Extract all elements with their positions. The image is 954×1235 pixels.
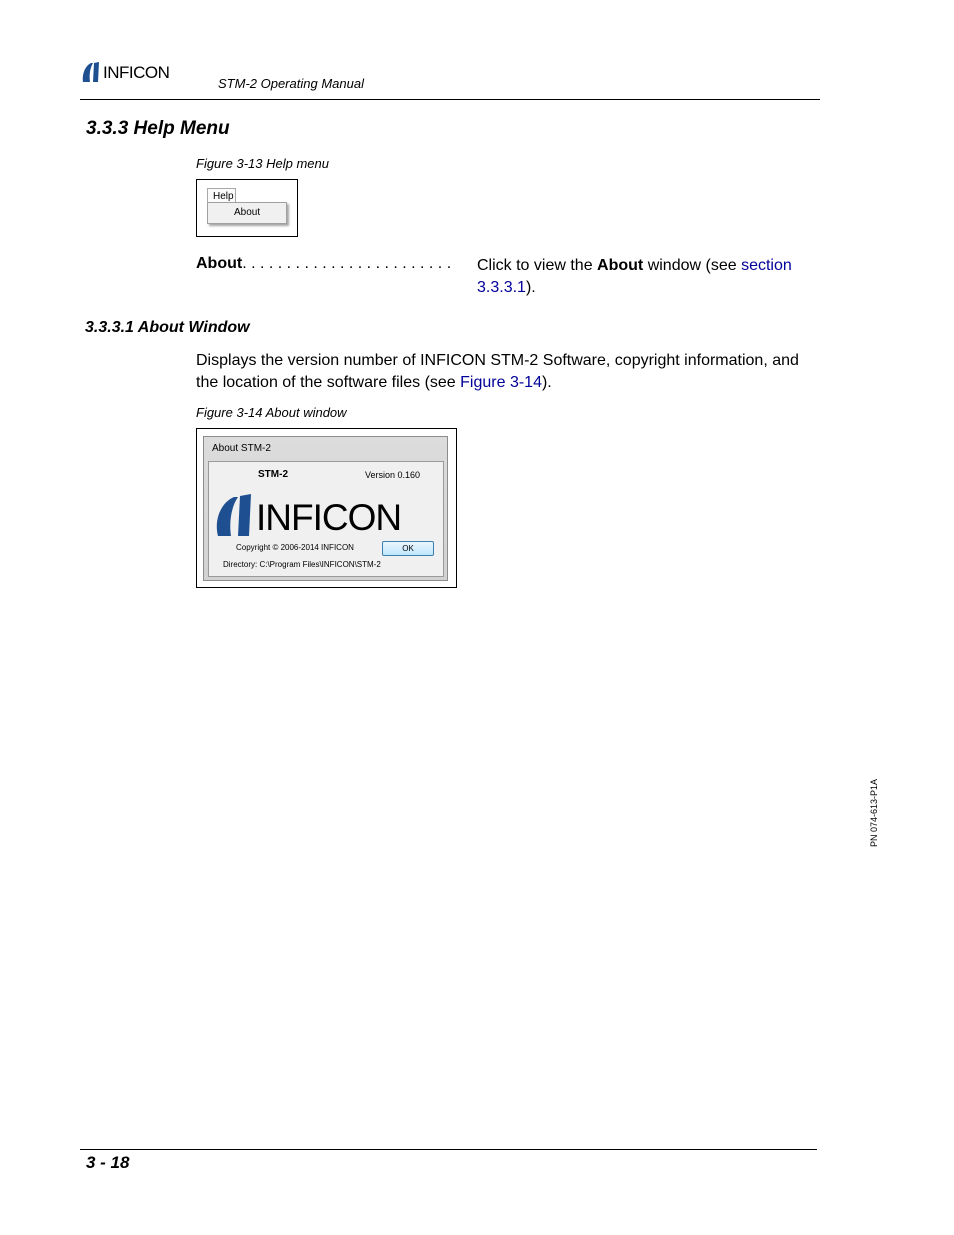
para-text: ). bbox=[541, 374, 552, 391]
term-label: About bbox=[196, 255, 243, 272]
subsection-heading: 3.3.3.1 About Window bbox=[85, 319, 250, 336]
definition-term bbox=[196, 255, 451, 273]
desc-text: Click to view the bbox=[477, 257, 598, 274]
definition-description bbox=[477, 255, 817, 299]
term-leader: . . . . . . . . . . . . . . . . . . . . . . . . bbox=[242, 255, 452, 272]
part-number: PN 074-613-P1A bbox=[869, 778, 879, 848]
version-label: Version 0.160 bbox=[365, 470, 421, 480]
logo-text: INFICON bbox=[256, 497, 402, 538]
section-link[interactable]: section 3.3.3.1 bbox=[477, 257, 792, 296]
help-dropdown bbox=[207, 202, 287, 224]
product-name: STM-2 bbox=[258, 469, 288, 480]
para-text: Displays the version number of INFICON STM-2 Software, copyright information, and the location of the software files (see bbox=[196, 352, 799, 391]
ok-button[interactable]: OK bbox=[382, 541, 434, 556]
figure-link[interactable]: Figure 3-14 bbox=[460, 374, 542, 391]
about-paragraph bbox=[196, 350, 820, 394]
page-number: 3 - 18 bbox=[86, 1153, 130, 1172]
desc-text: ). bbox=[525, 279, 536, 296]
inficon-logo bbox=[82, 60, 197, 84]
inficon-large-logo bbox=[214, 489, 439, 539]
logo-text: INFICON bbox=[103, 63, 170, 82]
menu-item-about[interactable]: About bbox=[234, 207, 261, 218]
section-heading: 3.3.3 Help Menu bbox=[86, 118, 230, 139]
figure-caption: Figure 3-13 Help menu bbox=[196, 156, 329, 171]
inficon-logo-mark bbox=[217, 497, 238, 536]
desc-text: window (see bbox=[643, 257, 742, 274]
help-menu-figure bbox=[196, 179, 298, 237]
dialog-content bbox=[208, 461, 444, 577]
header-rule bbox=[80, 99, 820, 100]
manual-title: STM-2 Operating Manual bbox=[218, 76, 364, 91]
directory-text: Directory: C:\Program Files\INFICON\STM-2 bbox=[223, 560, 381, 569]
footer-rule bbox=[80, 1149, 817, 1150]
inficon-logo-mark bbox=[83, 63, 93, 82]
figure-caption: Figure 3-14 About window bbox=[196, 405, 347, 420]
help-menu-title[interactable]: Help bbox=[207, 188, 236, 203]
about-window-figure bbox=[196, 428, 457, 588]
desc-bold: About bbox=[597, 257, 644, 274]
about-dialog bbox=[203, 436, 448, 581]
dialog-title: About STM-2 bbox=[212, 443, 271, 454]
copyright-text: Copyright © 2006-2014 INFICON bbox=[236, 543, 354, 552]
